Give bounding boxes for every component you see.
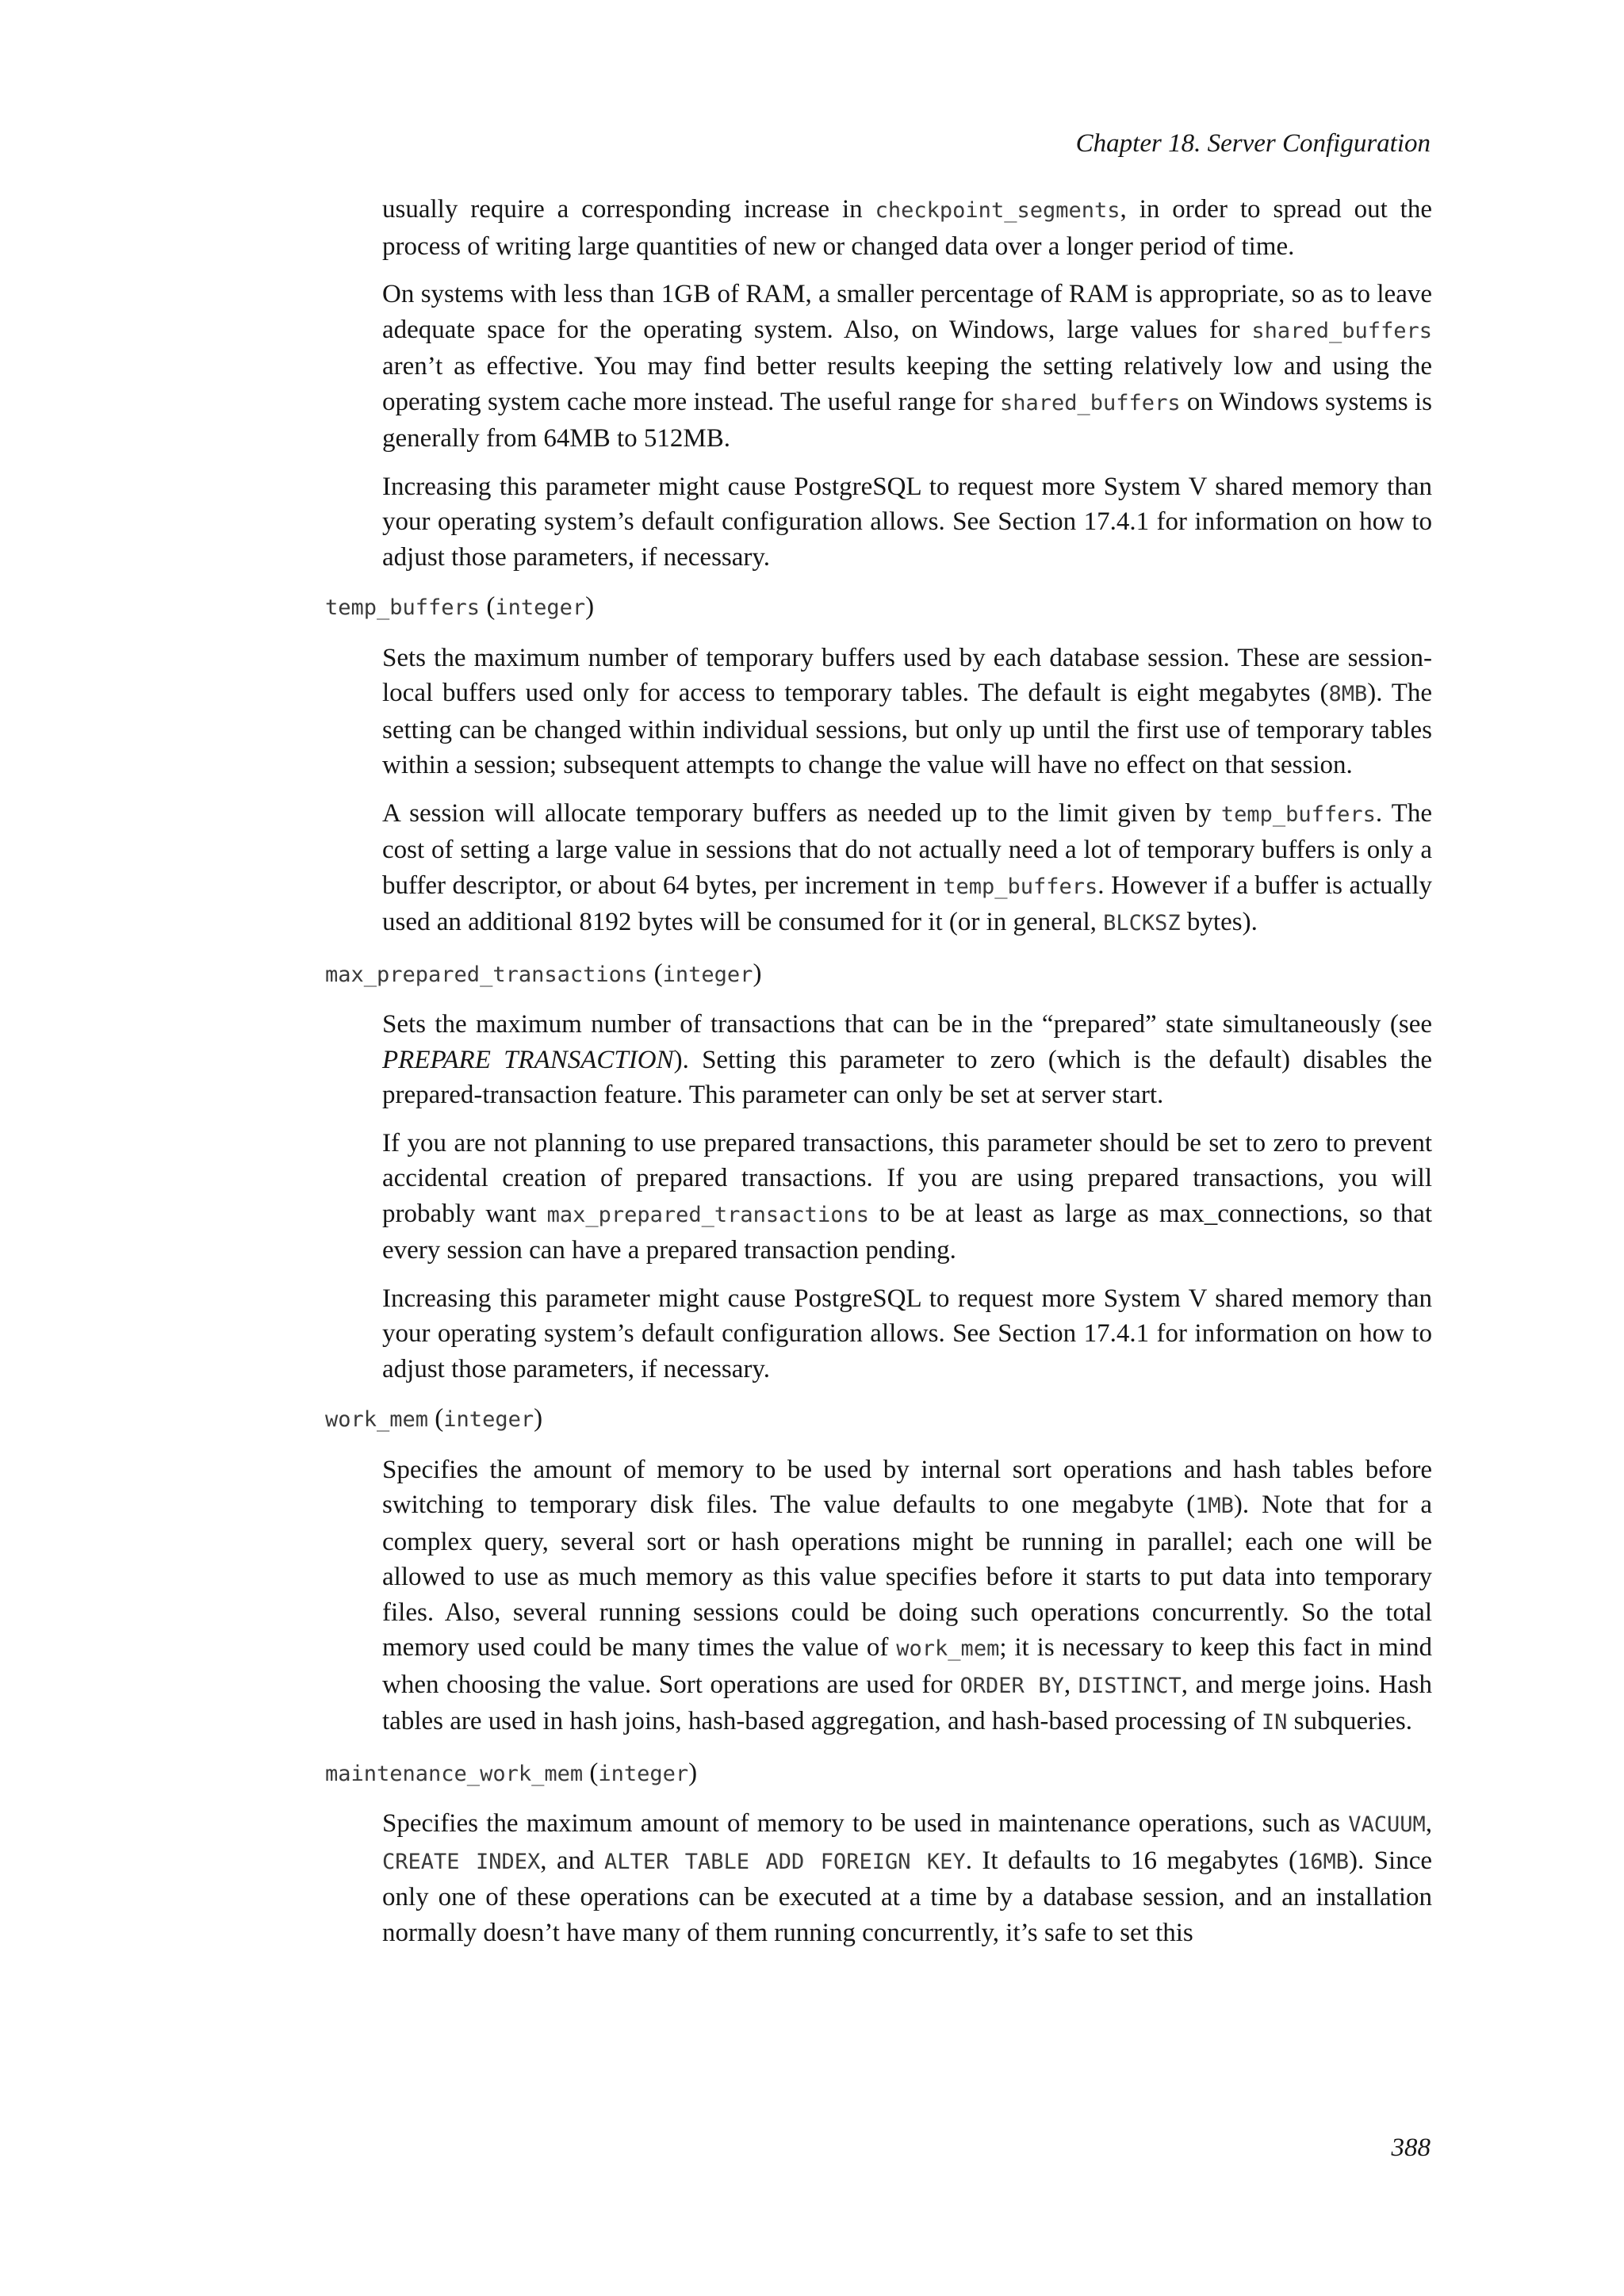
- code-literal: max_prepared_transactions: [546, 1202, 869, 1227]
- term-max-prepared-transactions: max_prepared_transactions (integer): [325, 959, 762, 988]
- running-header: Chapter 18. Server Configuration: [1075, 129, 1431, 158]
- parameter-name: max_prepared_transactions: [325, 962, 648, 987]
- term-maintenance-work-mem: maintenance_work_mem (integer): [325, 1758, 698, 1787]
- code-literal: 8MB: [1328, 682, 1368, 706]
- code-literal: DISTINCT: [1078, 1673, 1182, 1698]
- code-literal: CREATE INDEX: [382, 1849, 541, 1874]
- temp-buffers-paragraph-2: A session will allocate temporary buffers as needed up to the limit given by temp_buffers. The cost of setting a large value in sessions that do not actually need a lot of temporary buffers is only a buffer descriptor, or about 64 bytes, per increment in temp_buffers. However if a buffer is actually used an additional 8192 bytes will be consumed for it (or in general, BLCKSZ bytes).: [382, 798, 1432, 936]
- intro-paragraph-2: On systems with less than 1GB of RAM, a smaller percentage of RAM is appropriate, so as to leave adequate space for the operating system. Also, on Windows, large values for shared_buffers aren’t as effective. You may find better results keeping the setting relatively low and using the operating system cache more instead. The useful range for shared_buffers on Windows systems is generally from 64MB to 512MB.: [382, 280, 1432, 453]
- code-literal: temp_buffers: [943, 874, 1098, 899]
- code-literal: BLCKSZ: [1103, 911, 1181, 936]
- parameter-type: integer: [443, 1407, 534, 1432]
- page-number: 388: [1391, 2133, 1431, 2162]
- code-literal: ORDER BY: [959, 1673, 1064, 1698]
- code-literal: shared_buffers: [1251, 318, 1432, 343]
- parameter-type: integer: [598, 1761, 689, 1786]
- code-literal: work_mem: [896, 1636, 1000, 1661]
- max-prepared-transactions-paragraph-3: Increasing this parameter might cause PostgreSQL to request more System V shared memory than your operating system’s default configuration allows. See Section 17.4.1 for information on how to adjust those parameters, if necessary.: [382, 1284, 1432, 1383]
- intro-paragraph-1: usually require a corresponding increase in checkpoint_segments, in order to spread out the process of writing large quantities of new or changed data over a longer period of time.: [382, 195, 1432, 261]
- code-literal: shared_buffers: [1000, 390, 1181, 415]
- code-literal: IN: [1261, 1710, 1288, 1735]
- code-literal: temp_buffers: [1220, 802, 1376, 827]
- parameter-type: integer: [495, 595, 586, 620]
- code-literal: 16MB: [1297, 1849, 1349, 1874]
- code-literal: 1MB: [1195, 1494, 1234, 1518]
- parameter-name: temp_buffers: [325, 595, 481, 620]
- command-reference: PREPARE TRANSACTION: [382, 1045, 674, 1074]
- code-literal: ALTER TABLE ADD FOREIGN KEY: [604, 1849, 966, 1874]
- work-mem-paragraph-1: Specifies the amount of memory to be used by internal sort operations and hash tables before switching to temporary disk files. The value defaults to one megabyte (1MB). Note that for a complex query, several sort or hash operations might be running in parallel; each one will be allowed to use as much memory as this value specifies before it starts to put data into temporary files. Also, several running sessions could be doing such operations concurrently. So the total memory used could be many times the value of work_mem; it is necessary to keep this fact in mind when choosing the value. Sort operations are used for ORDER BY, DISTINCT, and merge joins. Hash tables are used in hash joins, hash-based aggregation, and hash-based processing of IN subqueries.: [382, 1455, 1433, 1735]
- temp-buffers-paragraph-1: Sets the maximum number of temporary buffers used by each database session. These are session-local buffers used only for access to temporary tables. The default is eight megabytes (8MB). The setting can be changed within individual sessions, but only up until the first use of temporary tables within a session; subsequent attempts to change the value will have no effect on that session.: [382, 643, 1432, 779]
- maintenance-work-mem-paragraph-1: Specifies the maximum amount of memory to be used in maintenance operations, such as VACUUM, CREATE INDEX, and ALTER TABLE ADD FOREIGN KEY. It defaults to 16 megabytes (16MB). Since only one of these operations can be executed at a time by a database session, and an installation normally doesn’t have many of them running concurrently, it’s safe to set this: [382, 1809, 1432, 1947]
- parameter-name: maintenance_work_mem: [325, 1761, 584, 1786]
- parameter-name: work_mem: [325, 1407, 429, 1432]
- term-work-mem: work_mem (integer): [325, 1404, 543, 1433]
- page-body: [325, 192, 1432, 1950]
- parameter-type: integer: [662, 962, 753, 987]
- term-temp-buffers: temp_buffers (integer): [325, 592, 595, 621]
- code-literal: checkpoint_segments: [875, 198, 1120, 223]
- max-prepared-transactions-paragraph-2: If you are not planning to use prepared transactions, this parameter should be set to zero to prevent accidental creation of prepared transactions. If you are using prepared transactions, you will probably want max_prepared_transactions to be at least as large as max_connections, so that every session can have a prepared transaction pending.: [382, 1128, 1433, 1265]
- max-prepared-transactions-paragraph-1: Sets the maximum number of transactions that can be in the “prepared” state simultaneously (see PREPARE TRANSACTION). Setting this parameter to zero (which is the default) disables the prepared-transaction feature. This parameter can only be set at server start.: [382, 1010, 1432, 1109]
- code-literal: VACUUM: [1348, 1812, 1426, 1837]
- intro-paragraph-3: Increasing this parameter might cause PostgreSQL to request more System V shared memory than your operating system’s default configuration allows. See Section 17.4.1 for information on how to adjust those parameters, if necessary.: [382, 472, 1432, 572]
